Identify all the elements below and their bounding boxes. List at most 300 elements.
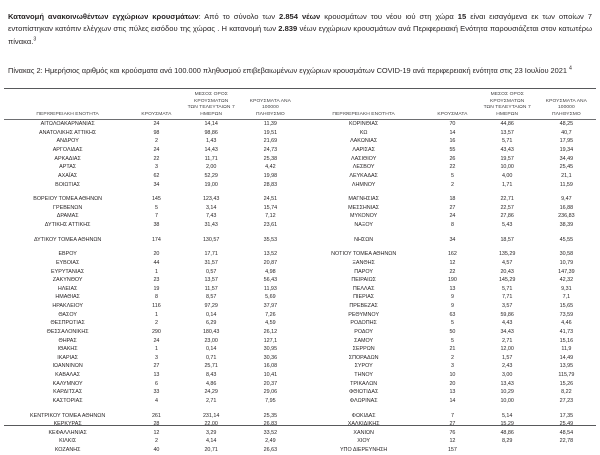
cell-per100k: 37,97 (263, 303, 278, 310)
cell-region: ΡΕΘΥΜΝΟΥ (348, 311, 380, 318)
cell-avg7: 43,43 (500, 147, 514, 154)
cell-avg7: 24,29 (204, 389, 218, 396)
cell-avg7: 13,57 (500, 129, 514, 136)
intro-text-3: είναι εισαγόμενα εκ των οποίων 7 εντοπίστηκαν κατόπιν ελέγχων στις πύλες εισόδου της χώρας . Η κατανομή των (8, 11, 593, 34)
cell-per100k: 16,88 (559, 204, 574, 211)
table-row (4, 311, 300, 320)
cell-per100k: 30,36 (263, 354, 278, 361)
cell-per100k: 25,49 (559, 421, 574, 428)
cell-cases: 4 (154, 397, 158, 404)
table-row (300, 221, 596, 230)
cell-region: ΡΟΔΟΠΗΣ (350, 320, 377, 327)
cell-per100k: 26,12 (263, 328, 278, 335)
table-row (300, 354, 596, 363)
cell-per100k: 147,39 (558, 268, 575, 275)
cell-cases: 62 (153, 172, 160, 179)
header-per100k (241, 90, 300, 120)
cell-per100k (537, 446, 596, 455)
cell-cases: 24 (449, 213, 456, 220)
cell-region: ΠΕΛΛΑΣ (352, 285, 375, 292)
cell-per100k: 56,43 (263, 277, 278, 284)
table-row (300, 268, 596, 277)
cell-per100k: 11,59 (559, 181, 573, 188)
table-row (4, 371, 300, 380)
cell-region: ΤΗΝΟΥ (354, 372, 373, 379)
cell-per100k: 4,59 (265, 320, 276, 327)
cell-region: ΘΕΣΣΑΛΟΝΙΚΗΣ (46, 328, 89, 335)
cell-per100k: 10,79 (559, 259, 574, 266)
table-row (300, 420, 596, 429)
cell-avg7: 34,43 (500, 328, 514, 335)
table-right (300, 90, 596, 455)
table-row (4, 268, 300, 277)
cell-avg7: 22,00 (204, 421, 218, 428)
cell-cases: 174 (151, 236, 161, 243)
table-row (4, 285, 300, 294)
cell-region: ΚΑΒΑΛΑΣ (55, 372, 81, 379)
cell-avg7: 22,57 (500, 204, 514, 211)
cell-avg7: 3,14 (205, 204, 217, 211)
table-left (4, 90, 300, 455)
cell-region: ΠΕΙΡΑΙΩΣ (351, 277, 376, 284)
table-row (4, 388, 300, 397)
table-row (300, 137, 596, 146)
cell-per100k: 11,9 (561, 346, 572, 353)
cell-per100k: 23,61 (263, 222, 278, 229)
table-row (300, 129, 596, 138)
table-row (300, 204, 596, 213)
cell-avg7: 15,29 (500, 421, 514, 428)
cell-cases: 12 (153, 429, 160, 436)
cell-avg7: 7,43 (205, 213, 217, 220)
table-row (4, 319, 300, 328)
cell-region: ΙΘΑΚΗΣ (57, 346, 78, 353)
table-row (300, 429, 596, 438)
cell-avg7: 31,57 (204, 259, 218, 266)
cell-region: ΚΕΡΚΥΡΑΣ (53, 421, 82, 428)
cell-avg7: 13,43 (500, 380, 514, 387)
cell-cases: 21 (449, 346, 456, 353)
cell-cases: 157 (447, 447, 457, 454)
header-cases: ΚΡΟΥΣΜΑΤΑ (427, 90, 477, 120)
cell-cases: 20 (449, 380, 456, 387)
cell-region: ΚΕΝΤΡΙΚΟΥ ΤΟΜΕΑ ΑΘΗΝΩΝ (30, 412, 106, 419)
header-avg7-line3: ΗΜΕΡΩΝ (496, 111, 519, 117)
table-row (300, 236, 596, 245)
cell-region: ΜΥΚΟΝΟΥ (350, 213, 378, 220)
cell-avg7: 130,57 (202, 236, 220, 243)
cell-region: ΛΕΥΚΑΔΑΣ (349, 172, 378, 179)
table-row (4, 250, 300, 259)
table-row (4, 293, 300, 302)
cell-per100k: 38,39 (559, 222, 574, 229)
table-row (4, 446, 300, 455)
cell-cases: 24 (153, 337, 160, 344)
cell-cases: 8 (154, 294, 158, 301)
cell-avg7: 3,00 (501, 372, 513, 379)
cell-cases: 7 (154, 213, 158, 220)
cell-region: ΖΑΚΥΝΘΟΥ (52, 277, 83, 284)
table-row (4, 337, 300, 346)
cell-per100k: 41,73 (559, 328, 574, 335)
cell-avg7: 135,29 (498, 251, 516, 258)
table-row (300, 212, 596, 221)
cell-per100k: 35,53 (263, 236, 278, 243)
table-row (4, 362, 300, 371)
cell-region: ΔΥΤΙΚΗΣ ΑΤΤΙΚΗΣ (44, 222, 91, 229)
cell-cases: 3 (154, 164, 158, 171)
intro-text-2: κρουσμάτων του νέου ιού στη χώρα (320, 11, 458, 21)
cell-region: ΑΙΤΩΛΟΑΚΑΡΝΑΝΙΑΣ (40, 121, 95, 128)
cell-region: ΝΑΞΟΥ (354, 222, 373, 229)
cell-per100k: 127,1 (263, 337, 278, 344)
cell-avg7: 2,71 (205, 397, 217, 404)
table-row (300, 388, 596, 397)
cell-avg7: 4,57 (501, 259, 513, 266)
table-row (4, 412, 300, 421)
cell-cases: 3 (154, 354, 158, 361)
cell-cases: 10 (449, 372, 456, 379)
cell-per100k: 25,35 (263, 412, 278, 419)
cell-per100k: 236,83 (558, 213, 575, 220)
cell-region: ΚΕΦΑΛΛΗΝΙΑΣ (48, 429, 87, 436)
table-row (300, 328, 596, 337)
cell-cases: 27 (449, 421, 456, 428)
cell-cases: 5 (154, 204, 158, 211)
cell-cases: 33 (153, 389, 160, 396)
cell-cases: 190 (447, 277, 457, 284)
cell-region: ΚΑΣΤΟΡΙΑΣ (52, 397, 83, 404)
header-region: ΠΕΡΙΦΕΡΕΙΑΚΗ ΕΝΟΤΗΤΑ (4, 90, 131, 120)
cell-avg7: 0,71 (205, 354, 217, 361)
cell-avg7: 52,29 (204, 172, 218, 179)
header-per100k-line1: ΚΡΟΥΣΜΑΤΑ ΑΝΑ 100000 (545, 98, 587, 111)
cell-region: ΛΗΜΝΟΥ (351, 181, 376, 188)
cell-avg7: 19,00 (204, 181, 218, 188)
cell-avg7: 13,57 (204, 277, 218, 284)
cell-per100k: 115,79 (558, 372, 575, 379)
cell-per100k: 4,42 (265, 164, 276, 171)
cell-per100k: 42,32 (559, 277, 574, 284)
cell-cases: 2 (154, 320, 158, 327)
table-row (300, 172, 596, 181)
cell-region: ΕΥΡΥΤΑΝΙΑΣ (51, 268, 85, 275)
cell-avg7: 5,71 (501, 138, 513, 145)
cell-cases: 290 (151, 328, 161, 335)
header-avg7-line3: ΗΜΕΡΩΝ (200, 111, 223, 117)
table-row (300, 293, 596, 302)
table-columns-wrapper (4, 90, 596, 455)
cell-avg7: 59,86 (500, 311, 514, 318)
cell-region: ΑΧΑΪΑΣ (58, 172, 78, 179)
header-per100k-line2: ΠΛΗΘΥΣΜΟ (256, 111, 285, 117)
cell-cases: 27 (449, 204, 456, 211)
header-region: ΠΕΡΙΦΕΡΕΙΑΚΗ ΕΝΟΤΗΤΑ (300, 90, 427, 120)
cell-avg7: 6,29 (205, 320, 217, 327)
header-avg7-line1: ΜΕΣΟΣ ΟΡΟΣ ΚΡΟΥΣΜΑΤΩΝ (490, 92, 525, 104)
cell-avg7: 4,00 (501, 172, 513, 179)
cell-cases: 14 (449, 397, 456, 404)
cell-per100k: 11,93 (263, 285, 277, 292)
table-right-head (300, 90, 596, 120)
cell-per100k: 26,63 (263, 447, 278, 454)
regional-cases-table (4, 88, 596, 454)
header-avg7-line1: ΜΕΣΟΣ ΟΡΟΣ ΚΡΟΥΣΜΑΤΩΝ (194, 92, 229, 104)
table-row (4, 204, 300, 213)
cell-region: ΚΩ (359, 129, 368, 136)
cell-region: ΠΙΕΡΙΑΣ (353, 294, 375, 301)
cell-avg7: 12,00 (500, 346, 514, 353)
cell-per100k: 48,25 (559, 121, 574, 128)
cell-avg7: 2,43 (501, 363, 513, 370)
intro-paragraph (8, 11, 592, 49)
cell-region: ΔΥΤΙΚΟΥ ΤΟΜΕΑ ΑΘΗΝΩΝ (33, 236, 102, 243)
cell-avg7: 1,71 (501, 181, 513, 188)
table-left-head (4, 90, 300, 120)
table-row (4, 212, 300, 221)
cell-cases: 26 (449, 155, 456, 162)
cell-cases: 5 (450, 172, 454, 179)
table-row (4, 429, 300, 438)
cell-cases: 70 (449, 121, 456, 128)
cell-region: ΣΥΡΟΥ (354, 363, 373, 370)
cell-avg7: 145,29 (498, 277, 516, 284)
table-header-row (4, 90, 300, 120)
cell-cases: 162 (447, 251, 457, 258)
cell-cases: 9 (450, 294, 454, 301)
cell-cases: 1 (154, 311, 158, 318)
cell-region: ΥΠΟ ΔΙΕΡΕΥΝΗΣΗ (339, 447, 388, 454)
cell-cases: 12 (449, 259, 456, 266)
table-row (300, 311, 596, 320)
cell-region: ΙΩΑΝΝΙΝΩΝ (52, 363, 83, 370)
cell-cases: 2 (154, 438, 158, 445)
cell-region: ΚΟΖΑΝΗΣ (54, 447, 81, 454)
table-row (4, 259, 300, 268)
cell-cases: 6 (154, 380, 158, 387)
cell-cases: 23 (153, 277, 160, 284)
table-row (300, 337, 596, 346)
table-row (300, 155, 596, 164)
cell-per100k: 14,49 (559, 354, 574, 361)
table-row (300, 319, 596, 328)
cell-region: ΦΩΚΙΔΑΣ (351, 412, 376, 419)
cell-avg7: 11,57 (204, 285, 218, 292)
table-row (4, 437, 300, 446)
cell-cases: 13 (153, 372, 160, 379)
cell-per100k: 19,51 (263, 129, 278, 136)
cell-avg7: 48,86 (500, 429, 514, 436)
cell-avg7: 4,43 (501, 320, 513, 327)
cell-cases: 9 (450, 303, 454, 310)
cell-region: ΒΟΙΩΤΙΑΣ (55, 181, 81, 188)
table-row (300, 163, 596, 172)
cell-per100k: 15,74 (263, 204, 278, 211)
cell-per100k: 4,46 (561, 320, 572, 327)
cell-avg7: 3,29 (205, 429, 217, 436)
intro-footnote-marker: 3 (33, 36, 37, 43)
table-row (300, 437, 596, 446)
cell-per100k: 8,22 (561, 389, 572, 396)
cell-avg7: 31,43 (204, 222, 218, 229)
cell-region: ΚΑΡΔΙΤΣΑΣ (53, 389, 83, 396)
cell-cases: 12 (449, 438, 456, 445)
cell-per100k: 16,08 (263, 363, 278, 370)
cell-avg7: 8,29 (501, 438, 513, 445)
cell-per100k: 5,69 (265, 294, 276, 301)
table-row (4, 420, 300, 429)
table-caption-text: Πίνακας 2: Ημερήσιος αριθμός και κρούσματα ανά 100.000 πληθυσμού επιβεβαιωμένων εγχώριων κρουσμάτων COVID-19 ανά περιφερειακή ενότητα στις 23 Ιουλίου 2021 (8, 66, 570, 76)
cell-cases: 14 (449, 129, 456, 136)
cell-cases: 40 (153, 447, 160, 454)
cell-avg7: 1,57 (501, 354, 513, 361)
cell-avg7: 22,71 (500, 196, 514, 203)
cell-region: ΣΑΜΟΥ (354, 337, 374, 344)
cell-per100k: 40,7 (561, 129, 572, 136)
cell-cases: 261 (151, 412, 161, 419)
cell-region: ΚΟΡΙΝΘΙΑΣ (349, 121, 379, 128)
cell-avg7: 7,71 (501, 294, 513, 301)
cell-avg7: 8,43 (205, 372, 217, 379)
cell-avg7: 10,00 (500, 164, 514, 171)
cell-region: ΧΑΛΚΙΔΙΚΗΣ (347, 421, 380, 428)
table-left-body (4, 120, 300, 455)
cell-region: ΕΒΡΟΥ (58, 251, 77, 258)
table-row (4, 221, 300, 230)
cell-region: ΜΕΣΣΗΝΙΑΣ (348, 204, 380, 211)
cell-per100k: 15,65 (559, 303, 574, 310)
cell-cases: 8 (450, 222, 454, 229)
cell-per100k: 7,12 (265, 213, 276, 220)
cell-region: ΡΟΔΟΥ (354, 328, 374, 335)
cell-region: ΑΡΓΟΛΙΔΑΣ (52, 147, 83, 154)
cell-avg7: 14,14 (204, 121, 218, 128)
cell-avg7: 98,86 (204, 129, 218, 136)
header-per100k-line1: ΚΡΟΥΣΜΑΤΑ ΑΝΑ 100000 (249, 98, 291, 111)
cell-region: ΚΑΛΥΜΝΟΥ (52, 380, 83, 387)
cell-cases: 22 (449, 164, 456, 171)
table-row (300, 345, 596, 354)
table-row (4, 163, 300, 172)
intro-bold-imported-cases: 15 (457, 11, 467, 21)
cell-region: ΘΗΡΑΣ (58, 337, 77, 344)
cell-cases: 16 (449, 138, 456, 145)
cell-avg7: 18,57 (500, 236, 514, 243)
cell-region: ΛΕΣΒΟΥ (352, 164, 375, 171)
cell-cases: 13 (449, 389, 456, 396)
cell-per100k: 27,23 (559, 397, 574, 404)
table-row (4, 120, 300, 129)
cell-region: ΛΑΚΩΝΙΑΣ (350, 138, 378, 145)
cell-region: ΓΡΕΒΕΝΩΝ (53, 204, 83, 211)
cell-cases: 22 (153, 155, 160, 162)
cell-region: ΝΟΤΙΟΥ ΤΟΜΕΑ ΑΘΗΝΩΝ (331, 251, 397, 258)
cell-cases: 20 (153, 251, 160, 258)
cell-cases: 24 (153, 147, 160, 154)
table-row (300, 250, 596, 259)
cell-avg7: 23,00 (204, 337, 218, 344)
table-right-half (300, 90, 596, 455)
cell-region: ΚΙΛΚΙΣ (59, 438, 77, 445)
header-cases: ΚΡΟΥΣΜΑΤΑ (131, 90, 181, 120)
cell-region: ΘΕΣΠΡΩΤΙΑΣ (50, 320, 85, 327)
cell-per100k: 21,69 (263, 138, 278, 145)
cell-avg7: 25,71 (204, 363, 218, 370)
cell-avg7: 0,14 (205, 311, 217, 318)
cell-cases: 2 (154, 138, 158, 145)
cell-cases: 3 (450, 363, 454, 370)
table-row (4, 354, 300, 363)
table-row (300, 285, 596, 294)
cell-cases: 19 (153, 285, 160, 292)
cell-per100k: 4,98 (265, 268, 276, 275)
cell-cases: 28 (153, 421, 160, 428)
cell-per100k: 29,06 (263, 389, 278, 396)
cell-per100k: 10,41 (263, 372, 278, 379)
table-row (4, 328, 300, 337)
table-row (4, 302, 300, 311)
cell-per100k: 73,59 (559, 311, 574, 318)
cell-per100k: 7,26 (265, 311, 276, 318)
cell-cases: 1 (154, 268, 158, 275)
cell-cases: 2 (450, 354, 454, 361)
table-row (300, 446, 596, 455)
cell-per100k: 7,1 (562, 294, 571, 301)
cell-avg7 (478, 446, 537, 455)
table-row (4, 397, 300, 406)
cell-cases: 34 (153, 181, 160, 188)
cell-per100k: 13,95 (559, 363, 574, 370)
caption-footnote-marker: 4 (569, 65, 572, 72)
table-row (300, 181, 596, 190)
cell-region: ΔΡΑΜΑΣ (56, 213, 79, 220)
cell-per100k: 17,95 (559, 138, 574, 145)
cell-per100k: 13,52 (263, 251, 278, 258)
cell-avg7: 231,14 (202, 412, 220, 419)
table-header-row (300, 90, 596, 120)
cell-region: ΗΜΑΘΙΑΣ (55, 294, 80, 301)
cell-per100k: 34,49 (559, 155, 574, 162)
cell-avg7: 8,57 (205, 294, 217, 301)
cell-cases: 55 (449, 147, 456, 154)
cell-region: ΛΑΡΙΣΑΣ (352, 147, 375, 154)
cell-per100k: 11,39 (263, 121, 277, 128)
cell-cases: 34 (449, 236, 456, 243)
cell-cases: 22 (449, 268, 456, 275)
cell-avg7: 10,29 (500, 389, 514, 396)
table-row (300, 412, 596, 421)
cell-cases: 38 (153, 222, 160, 229)
cell-per100k: 28,83 (263, 181, 278, 188)
cell-region: ΕΥΒΟΙΑΣ (55, 259, 80, 266)
table-row (4, 276, 300, 285)
cell-per100k: 33,52 (263, 429, 278, 436)
cell-per100k: 19,98 (263, 172, 278, 179)
cell-avg7: 97,29 (204, 303, 218, 310)
cell-region: ΗΡΑΚΛΕΙΟΥ (52, 303, 83, 310)
cell-per100k: 9,47 (561, 196, 572, 203)
cell-avg7: 10,00 (500, 397, 514, 404)
cell-per100k: 19,34 (559, 147, 574, 154)
cell-cases: 24 (153, 121, 160, 128)
table-row (300, 380, 596, 389)
table-row (4, 380, 300, 389)
cell-per100k: 24,73 (263, 147, 278, 154)
cell-avg7: 20,71 (204, 447, 218, 454)
cell-per100k: 20,37 (263, 380, 278, 387)
cell-per100k: 17,35 (559, 412, 574, 419)
cell-cases: 76 (449, 429, 456, 436)
